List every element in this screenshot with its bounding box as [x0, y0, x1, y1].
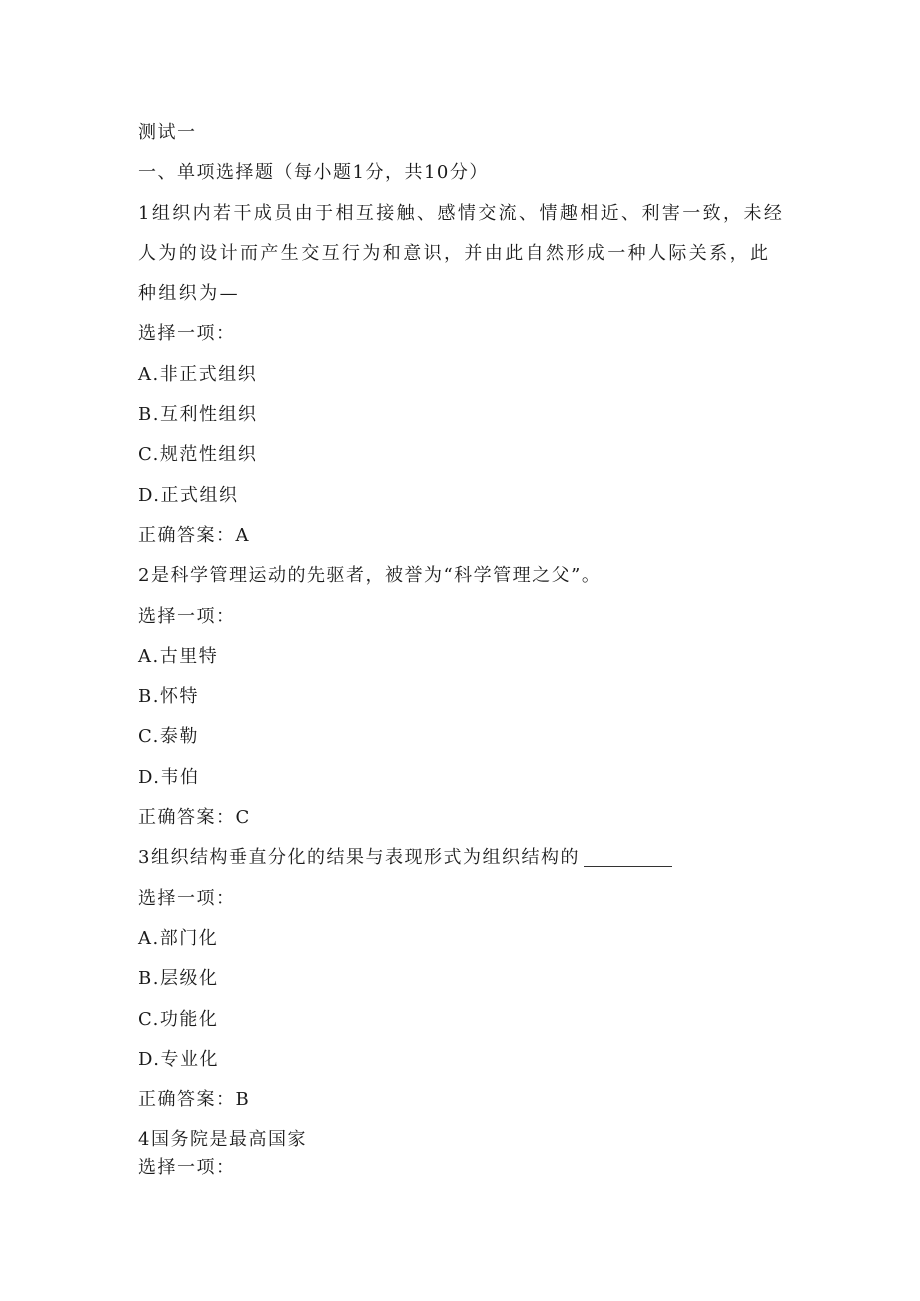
option-a: A.非正式组织 [138, 363, 258, 385]
option-c: C.规范性组织 [138, 444, 258, 466]
question-3 [138, 838, 788, 1120]
option-d: D.正式组织 [138, 484, 239, 506]
answer-prefix: 正确答案： [138, 807, 236, 829]
option-a: A.部门化 [138, 927, 219, 949]
question-number: 4 [138, 1129, 151, 1151]
answer-value: A [235, 524, 250, 546]
question-4 [138, 1126, 788, 1182]
document-title: 测试一 [138, 122, 197, 143]
choose-label: 选择一项： [138, 605, 236, 627]
answer-value: B [235, 1089, 251, 1111]
answer-prefix: 正确答案： [138, 524, 236, 546]
correct-answer [138, 516, 788, 556]
question-body: 组织结构垂直分化的结果与表现形式为组织结构的 [150, 847, 580, 869]
question-number: 1 [138, 202, 152, 224]
question-2-text [138, 556, 788, 596]
choose-label: 选择一项： [138, 323, 236, 345]
question-1 [138, 194, 788, 557]
option-a: A.古里特 [138, 645, 219, 667]
answer-value: C [235, 807, 251, 829]
option-d: D.专业化 [138, 1048, 220, 1070]
question-body: 组织内若干成员由于相互接触、感情交流、情趣相近、利害一致，未经人为的设计而产生交互行为和意识，并由此自然形成一种人际关系，此种组织为— [138, 202, 785, 305]
option-b: B.层级化 [138, 968, 219, 990]
question-4-text [138, 1126, 788, 1154]
option-c: C.泰勒 [138, 726, 199, 748]
document-page [138, 113, 788, 1182]
correct-answer [138, 1080, 788, 1120]
choose-label: 选择一项： [138, 1157, 236, 1179]
option-c: C.功能化 [138, 1008, 219, 1030]
option-b: B.互利性组织 [138, 404, 258, 426]
choose-label: 选择一项： [138, 887, 236, 909]
question-1-text [138, 194, 788, 315]
option-b: B.怀特 [138, 686, 199, 708]
section-heading: 一、单项选择题（每小题1分，共10分） [138, 162, 489, 184]
question-3-text [138, 838, 788, 878]
fill-in-blank [584, 848, 672, 867]
question-2 [138, 556, 788, 838]
correct-answer [138, 798, 788, 838]
question-body: 国务院是最高国家 [150, 1129, 307, 1151]
question-number: 3 [138, 847, 151, 869]
option-d: D.韦伯 [138, 766, 200, 788]
question-body: 是科学管理运动的先驱者，被誉为“科学管理之父”。 [150, 565, 602, 587]
question-number: 2 [138, 565, 151, 587]
answer-prefix: 正确答案： [138, 1089, 236, 1111]
